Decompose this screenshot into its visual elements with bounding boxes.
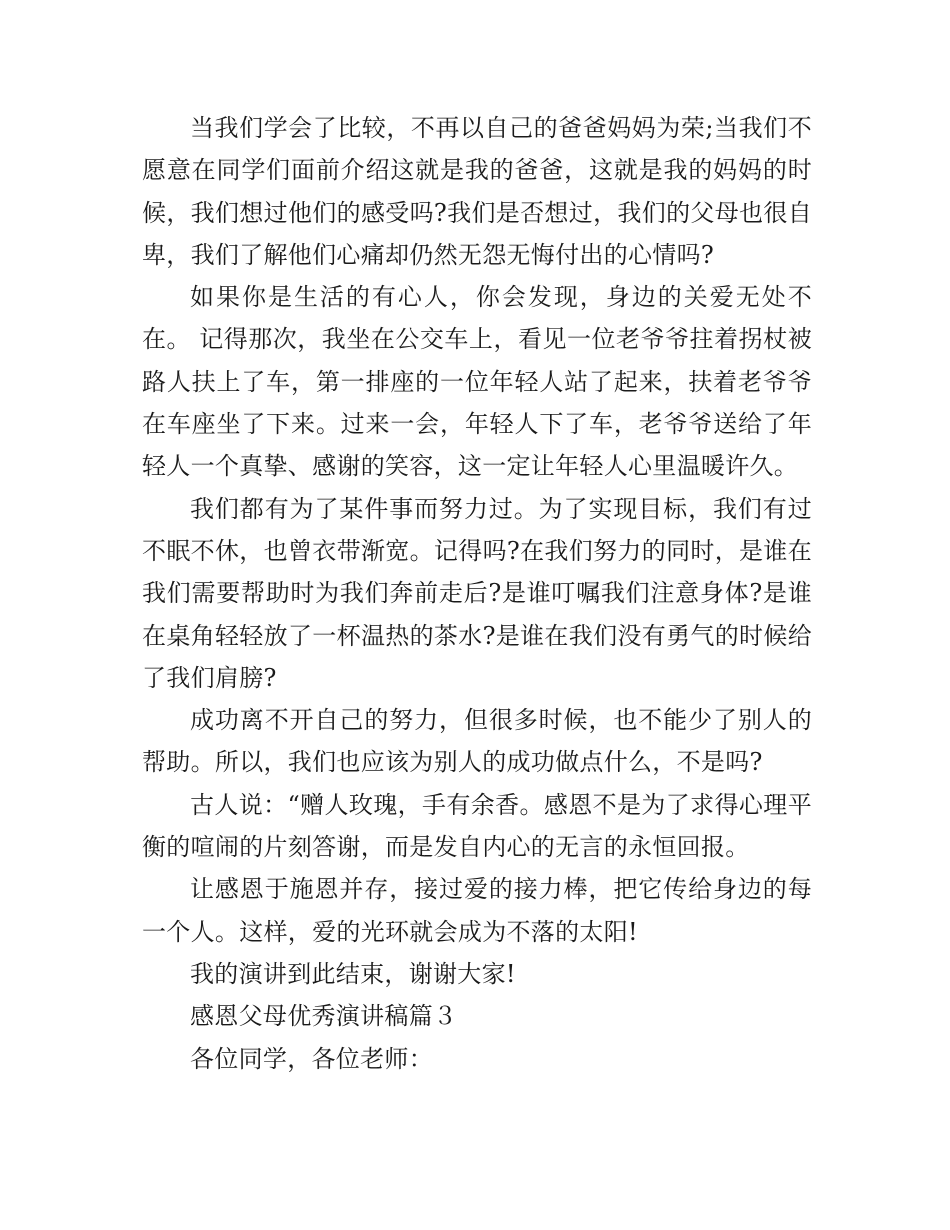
paragraph-4: 成功离不开自己的努力，但很多时候，也不能少了别人的帮助。所以，我们也应该为别人的成功做点什么，不是吗? [142, 706, 812, 777]
salutation: 各位同学，各位老师： [190, 1044, 433, 1073]
paragraph-3: 我们都有为了某件事而努力过。为了实现目标，我们有过不眠不休，也曾衣带渐宽。记得吗?在我们努力的同时，是谁在我们需要帮助时为我们奔前走后?是谁叮嘱我们注意身体?是谁在桌角轻轻放了一杯温热的茶水?是谁在我们没有勇气的时候给了我们肩膀? [142, 494, 812, 692]
section-heading: 感恩父母优秀演讲稿篇３ [190, 1002, 458, 1031]
paragraph-2: 如果你是生活的有心人，你会发现，身边的关爱无处不在。 记得那次，我坐在公交车上，看见一位老爷爷拄着拐杖被路人扶上了车，第一排座的一位年轻人站了起来，扶着老爷爷在车座坐了下来。过来一会，年轻人下了车，老爷爷送给了年轻人一个真挚、感谢的笑容，这一定让年轻人心里温暖许久。 [142, 283, 812, 481]
paragraph-5: 古人说：“赠人玫瑰，手有余香。感恩不是为了求得心理平衡的喧闹的片刻答谢，而是发自内心的无言的永恒回报。 [142, 790, 812, 862]
paragraph-1: 当我们学会了比较，不再以自己的爸爸妈妈为荣;当我们不愿意在同学们面前介绍这就是我的爸爸，这就是我的妈妈的时候，我们想过他们的感受吗?我们是否想过，我们的父母也很自卑，我们了解他们心痛却仍然无怨无悔付出的心情吗? [142, 114, 812, 269]
paragraph-6: 让感恩于施恩并存，接过爱的接力棒，把它传给身边的每一个人。这样，爱的光环就会成为不落的太阳! [142, 875, 812, 946]
paragraph-7: 我的演讲到此结束，谢谢大家! [190, 959, 516, 988]
document-body [142, 107, 812, 1080]
